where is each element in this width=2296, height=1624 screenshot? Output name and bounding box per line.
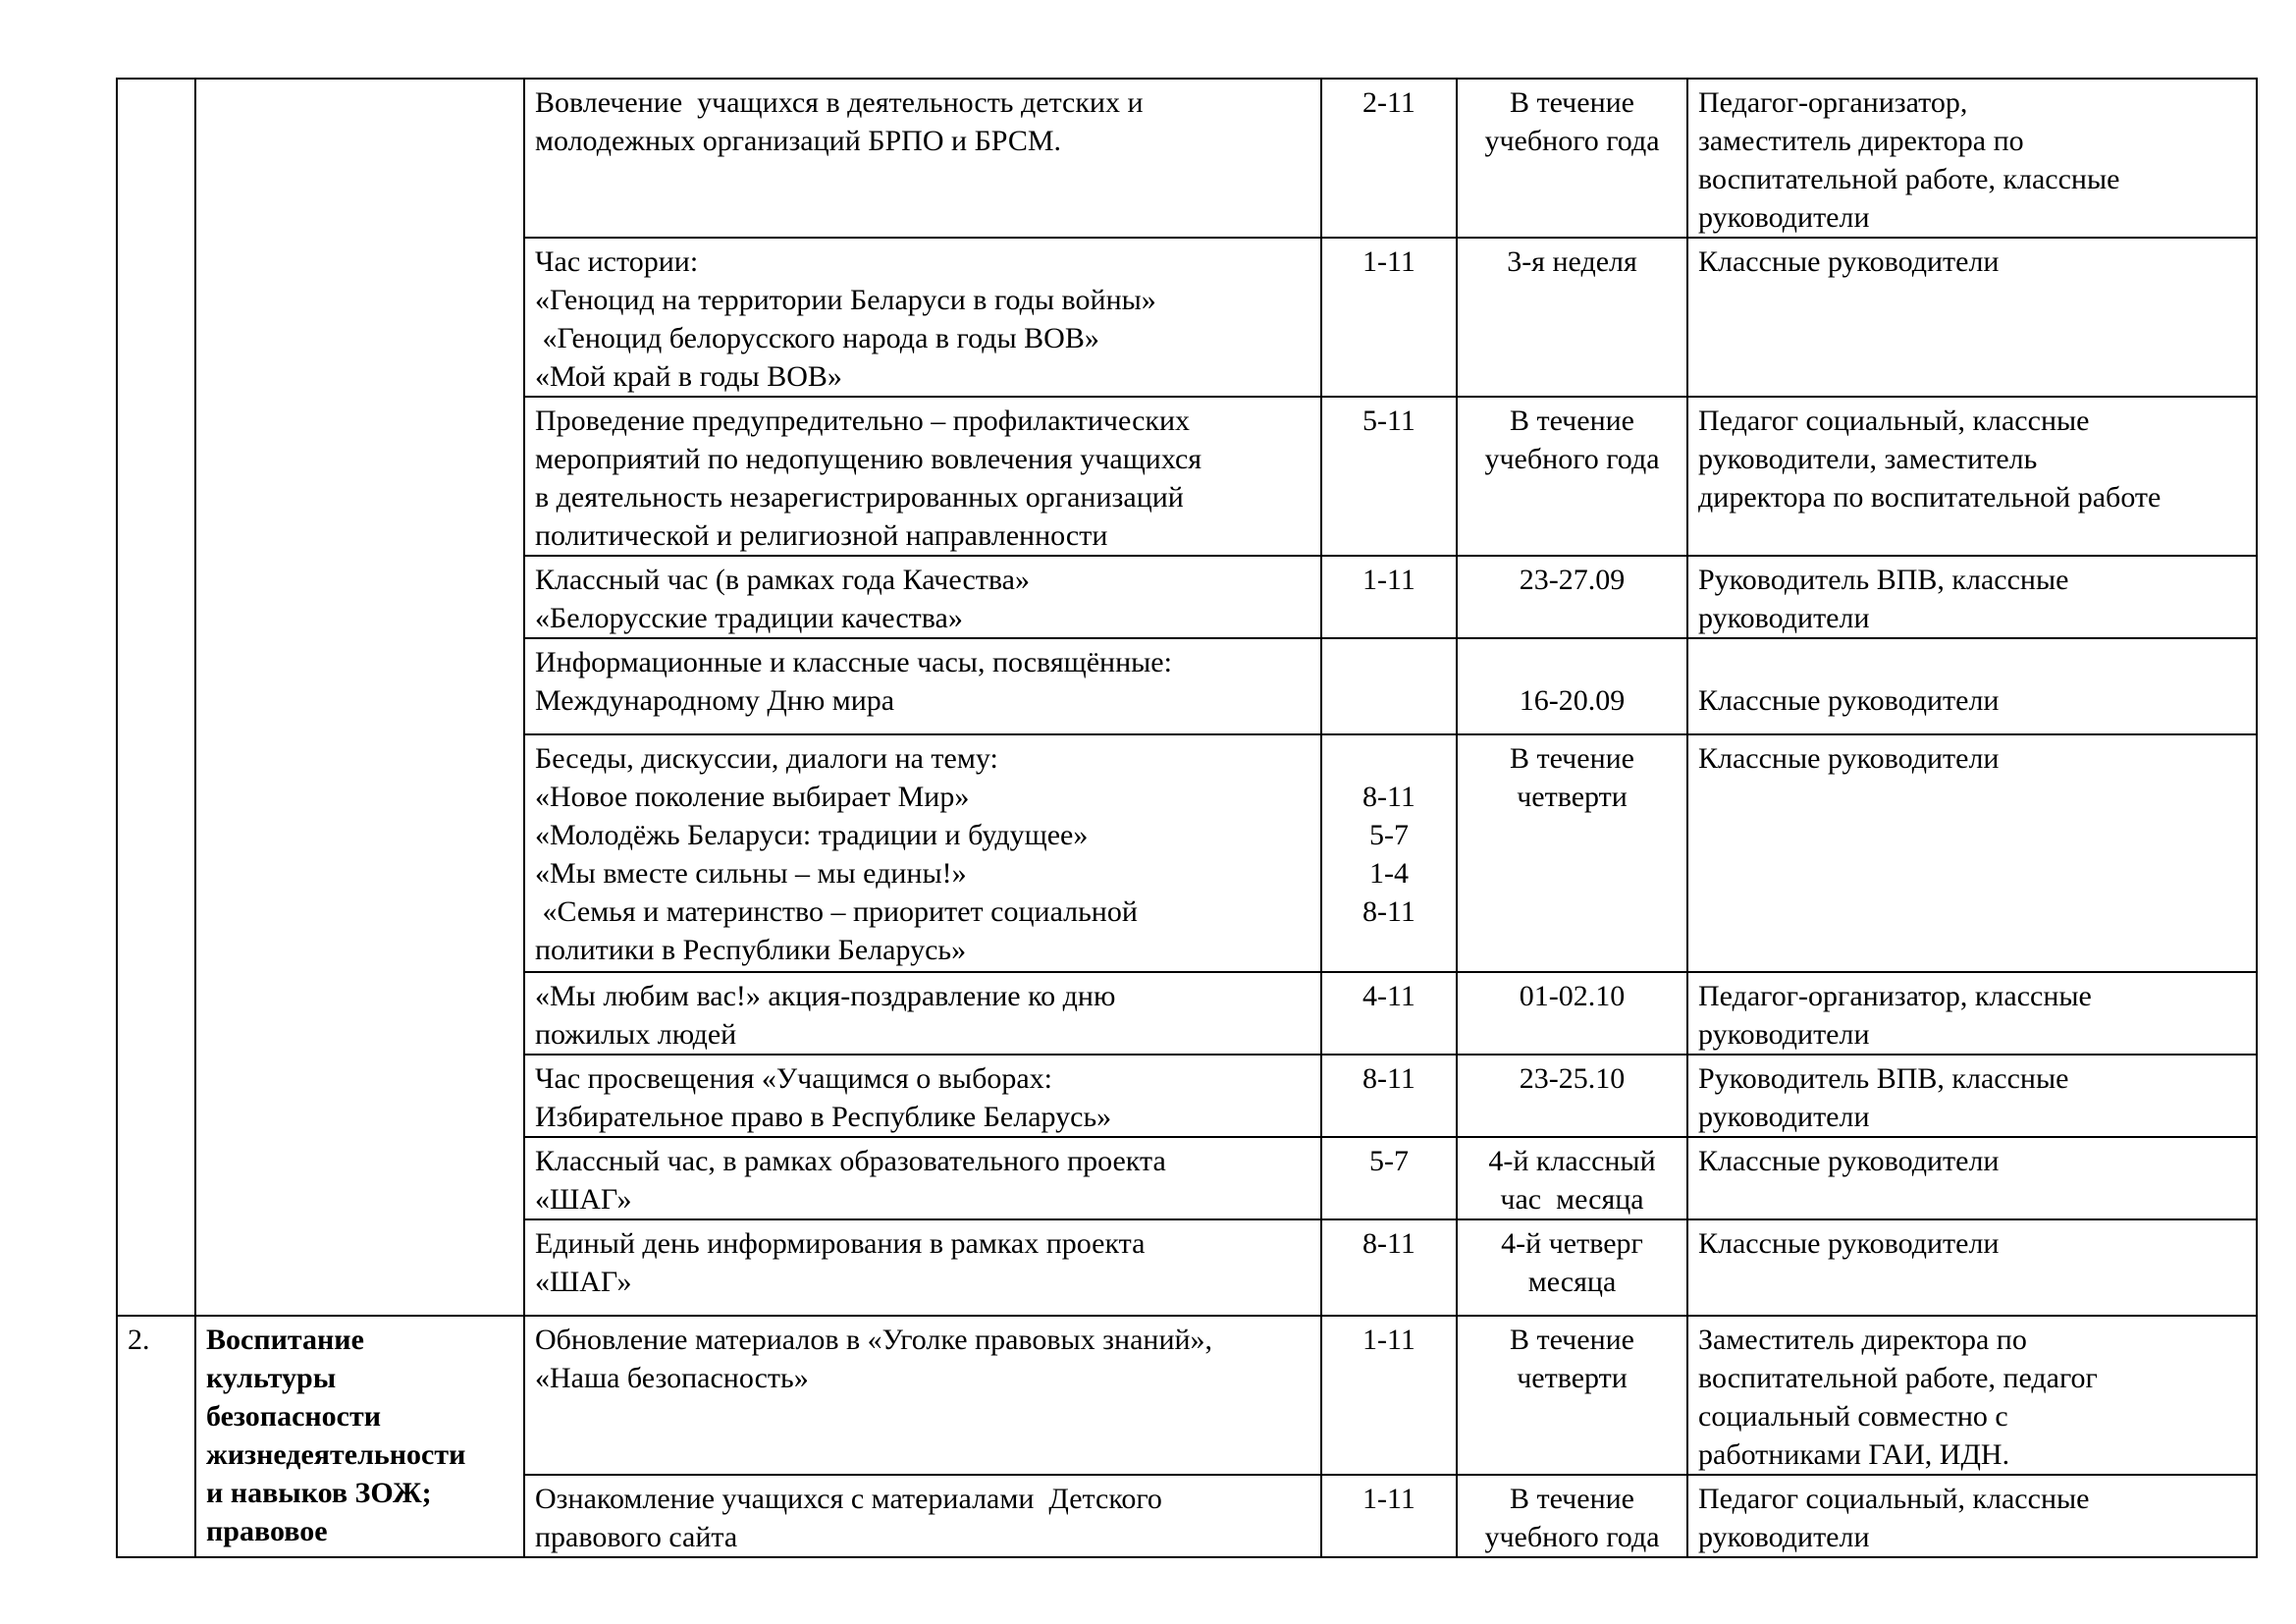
- date-cell: [1457, 972, 1687, 1055]
- date-cell: [1457, 238, 1687, 397]
- date-line: 4-й четверг: [1501, 1227, 1643, 1260]
- classes-value: 8-11: [1362, 1227, 1415, 1260]
- date-line: 23-25.10: [1519, 1062, 1626, 1095]
- classes-cell: [1321, 79, 1457, 238]
- date-line: В течение: [1509, 1483, 1635, 1515]
- responsible-line: руководители, заместитель: [1698, 443, 2038, 475]
- date-cell: [1457, 397, 1687, 556]
- classes-cell: [1321, 1475, 1457, 1557]
- classes-value: 8-11: [1362, 781, 1415, 813]
- responsible-cell: [1687, 1475, 2257, 1557]
- responsible-line: Педагог-организатор,: [1698, 86, 1968, 119]
- event-line: «Геноцид белорусского народа в годы ВОВ»: [535, 322, 1099, 354]
- date-line: 3-я неделя: [1507, 245, 1637, 278]
- event-line: Классный час (в рамках года Качества»: [535, 564, 1030, 596]
- classes-value: 1-11: [1362, 1324, 1415, 1356]
- date-line: учебного года: [1484, 443, 1660, 475]
- classes-cell: [1321, 1219, 1457, 1316]
- event-line: Избирательное право в Республике Беларусь»: [535, 1101, 1112, 1133]
- event-cell: [524, 1475, 1321, 1557]
- responsible-line: руководители: [1698, 1018, 1870, 1051]
- responsible-line: Классные руководители: [1698, 742, 2000, 775]
- classes-value: 1-11: [1362, 1483, 1415, 1515]
- event-line: политической и религиозной направленности: [535, 519, 1108, 552]
- date-cell: [1457, 1316, 1687, 1475]
- event-line: Ознакомление учащихся с материалами Детского: [535, 1483, 1162, 1515]
- event-line: «Молодёжь Беларуси: традиции и будущее»: [535, 819, 1089, 851]
- responsible-line: воспитательной работе, педагог: [1698, 1362, 2098, 1394]
- event-line: правового сайта: [535, 1521, 738, 1553]
- event-line: Проведение предупредительно – профилактических: [535, 405, 1191, 437]
- responsible-line: директора по воспитательной работе: [1698, 481, 2162, 514]
- classes-cell: [1321, 638, 1457, 734]
- date-line: час месяца: [1500, 1183, 1644, 1216]
- event-cell: [524, 972, 1321, 1055]
- date-line: четверти: [1517, 781, 1628, 813]
- responsible-cell: [1687, 79, 2257, 238]
- event-cell: [524, 238, 1321, 397]
- direction-line: правовое: [206, 1515, 328, 1547]
- event-line: «Геноцид на территории Беларуси в годы войны»: [535, 284, 1156, 316]
- event-line: Обновление материалов в «Уголке правовых знаний»,: [535, 1324, 1213, 1356]
- responsible-line: Классные руководители: [1698, 245, 2000, 278]
- responsible-cell: [1687, 397, 2257, 556]
- date-cell: [1457, 1219, 1687, 1316]
- event-line: «ШАГ»: [535, 1183, 632, 1216]
- event-line: политики в Республики Беларусь»: [535, 934, 967, 966]
- classes-value: 8-11: [1362, 895, 1415, 928]
- date-cell: [1457, 734, 1687, 972]
- table-row: [117, 1316, 2257, 1475]
- event-line: молодежных организаций БРПО и БРСМ.: [535, 125, 1062, 157]
- direction-line: Воспитание: [206, 1324, 364, 1356]
- event-cell: [524, 1055, 1321, 1137]
- responsible-cell: [1687, 1055, 2257, 1137]
- responsible-cell: [1687, 638, 2257, 734]
- event-line: «Наша безопасность»: [535, 1362, 809, 1394]
- event-line: «Семья и материнство – приоритет социальной: [535, 895, 1138, 928]
- classes-cell: [1321, 1316, 1457, 1475]
- date-line: В течение: [1509, 86, 1635, 119]
- event-line: Вовлечение учащихся в деятельность детских и: [535, 86, 1144, 119]
- event-cell: [524, 1219, 1321, 1316]
- responsible-line: воспитательной работе, классные: [1698, 163, 2120, 195]
- event-cell: [524, 734, 1321, 972]
- event-cell: [524, 1137, 1321, 1219]
- responsible-line: Заместитель директора по: [1698, 1324, 2027, 1356]
- classes-value: 5-7: [1369, 819, 1409, 851]
- direction-line: культуры: [206, 1362, 337, 1394]
- event-line: Беседы, дискуссии, диалоги на тему:: [535, 742, 998, 775]
- classes-cell: [1321, 1055, 1457, 1137]
- direction-cell: [195, 79, 524, 1316]
- event-line: «Мы вместе сильны – мы едины!»: [535, 857, 967, 890]
- classes-value: 5-7: [1369, 1145, 1409, 1177]
- event-line: Международному Дню мира: [535, 684, 895, 717]
- direction-cell: [195, 1316, 524, 1557]
- responsible-line: руководители: [1698, 1521, 1870, 1553]
- responsible-line: заместитель директора по: [1698, 125, 2024, 157]
- event-line: Классный час, в рамках образовательного проекта: [535, 1145, 1166, 1177]
- date-cell: [1457, 79, 1687, 238]
- event-line: «Новое поколение выбирает Мир»: [535, 781, 970, 813]
- date-line: учебного года: [1484, 125, 1660, 157]
- date-cell: [1457, 638, 1687, 734]
- responsible-cell: [1687, 1137, 2257, 1219]
- classes-cell: [1321, 1137, 1457, 1219]
- responsible-line: руководители: [1698, 201, 1870, 234]
- date-line: 16-20.09: [1519, 684, 1626, 717]
- responsible-line: Классные руководители: [1698, 684, 2000, 717]
- direction-line: безопасности: [206, 1400, 382, 1433]
- responsible-line: Педагог-организатор, классные: [1698, 980, 2092, 1012]
- classes-cell: [1321, 734, 1457, 972]
- responsible-cell: [1687, 972, 2257, 1055]
- date-line: четверти: [1517, 1362, 1628, 1394]
- row-number-cell: [117, 79, 195, 1316]
- classes-value: 1-4: [1369, 857, 1409, 890]
- responsible-cell: [1687, 1219, 2257, 1316]
- plan-table-body: [117, 79, 2257, 1557]
- classes-cell: [1321, 238, 1457, 397]
- responsible-line: руководители: [1698, 602, 1870, 634]
- event-line: мероприятий по недопущению вовлечения учащихся: [535, 443, 1202, 475]
- event-cell: [524, 556, 1321, 638]
- responsible-line: Классные руководители: [1698, 1227, 2000, 1260]
- event-line: Информационные и классные часы, посвящённые:: [535, 646, 1172, 678]
- event-line: в деятельность незарегистрированных организаций: [535, 481, 1184, 514]
- responsible-line: Руководитель ВПВ, классные: [1698, 1062, 2069, 1095]
- responsible-cell: [1687, 1316, 2257, 1475]
- responsible-line: работниками ГАИ, ИДН.: [1698, 1438, 2010, 1471]
- classes-value: 4-11: [1362, 980, 1415, 1012]
- responsible-cell: [1687, 734, 2257, 972]
- event-line: Час истории:: [535, 245, 699, 278]
- responsible-line: Руководитель ВПВ, классные: [1698, 564, 2069, 596]
- responsible-cell: [1687, 556, 2257, 638]
- event-line: «ШАГ»: [535, 1266, 632, 1298]
- date-line: 4-й классный: [1488, 1145, 1656, 1177]
- event-line: Час просвещения «Учащимся о выборах:: [535, 1062, 1053, 1095]
- date-cell: [1457, 1137, 1687, 1219]
- classes-value: 1-11: [1362, 564, 1415, 596]
- event-cell: [524, 638, 1321, 734]
- responsible-line: Педагог социальный, классные: [1698, 1483, 2090, 1515]
- date-line: учебного года: [1484, 1521, 1660, 1553]
- responsible-line: руководители: [1698, 1101, 1870, 1133]
- classes-cell: [1321, 556, 1457, 638]
- event-line: «Мы любим вас!» акция-поздравление ко дню: [535, 980, 1116, 1012]
- table-row: [117, 79, 2257, 238]
- row-number: 2.: [128, 1324, 150, 1356]
- date-line: 01-02.10: [1519, 980, 1626, 1012]
- date-line: В течение: [1509, 405, 1635, 437]
- responsible-cell: [1687, 238, 2257, 397]
- event-cell: [524, 397, 1321, 556]
- direction-line: жизнедеятельности: [206, 1438, 466, 1471]
- responsible-line: социальный совместно с: [1698, 1400, 2008, 1433]
- row-number-cell: [117, 1316, 195, 1557]
- event-line: «Мой край в годы ВОВ»: [535, 360, 842, 393]
- direction-line: и навыков ЗОЖ;: [206, 1477, 432, 1509]
- plan-table: [116, 78, 2258, 1558]
- event-line: пожилых людей: [535, 1018, 737, 1051]
- event-cell: [524, 1316, 1321, 1475]
- event-cell: [524, 79, 1321, 238]
- event-line: «Белорусские традиции качества»: [535, 602, 963, 634]
- date-cell: [1457, 556, 1687, 638]
- classes-cell: [1321, 397, 1457, 556]
- date-line: 23-27.09: [1519, 564, 1626, 596]
- date-cell: [1457, 1475, 1687, 1557]
- classes-cell: [1321, 972, 1457, 1055]
- classes-value: 2-11: [1362, 86, 1415, 119]
- classes-value: 8-11: [1362, 1062, 1415, 1095]
- responsible-line: Педагог социальный, классные: [1698, 405, 2090, 437]
- date-line: В течение: [1509, 742, 1635, 775]
- date-line: месяца: [1527, 1266, 1617, 1298]
- date-line: В течение: [1509, 1324, 1635, 1356]
- date-cell: [1457, 1055, 1687, 1137]
- classes-value: 1-11: [1362, 245, 1415, 278]
- classes-value: 5-11: [1362, 405, 1415, 437]
- responsible-line: Классные руководители: [1698, 1145, 2000, 1177]
- event-line: Единый день информирования в рамках проекта: [535, 1227, 1146, 1260]
